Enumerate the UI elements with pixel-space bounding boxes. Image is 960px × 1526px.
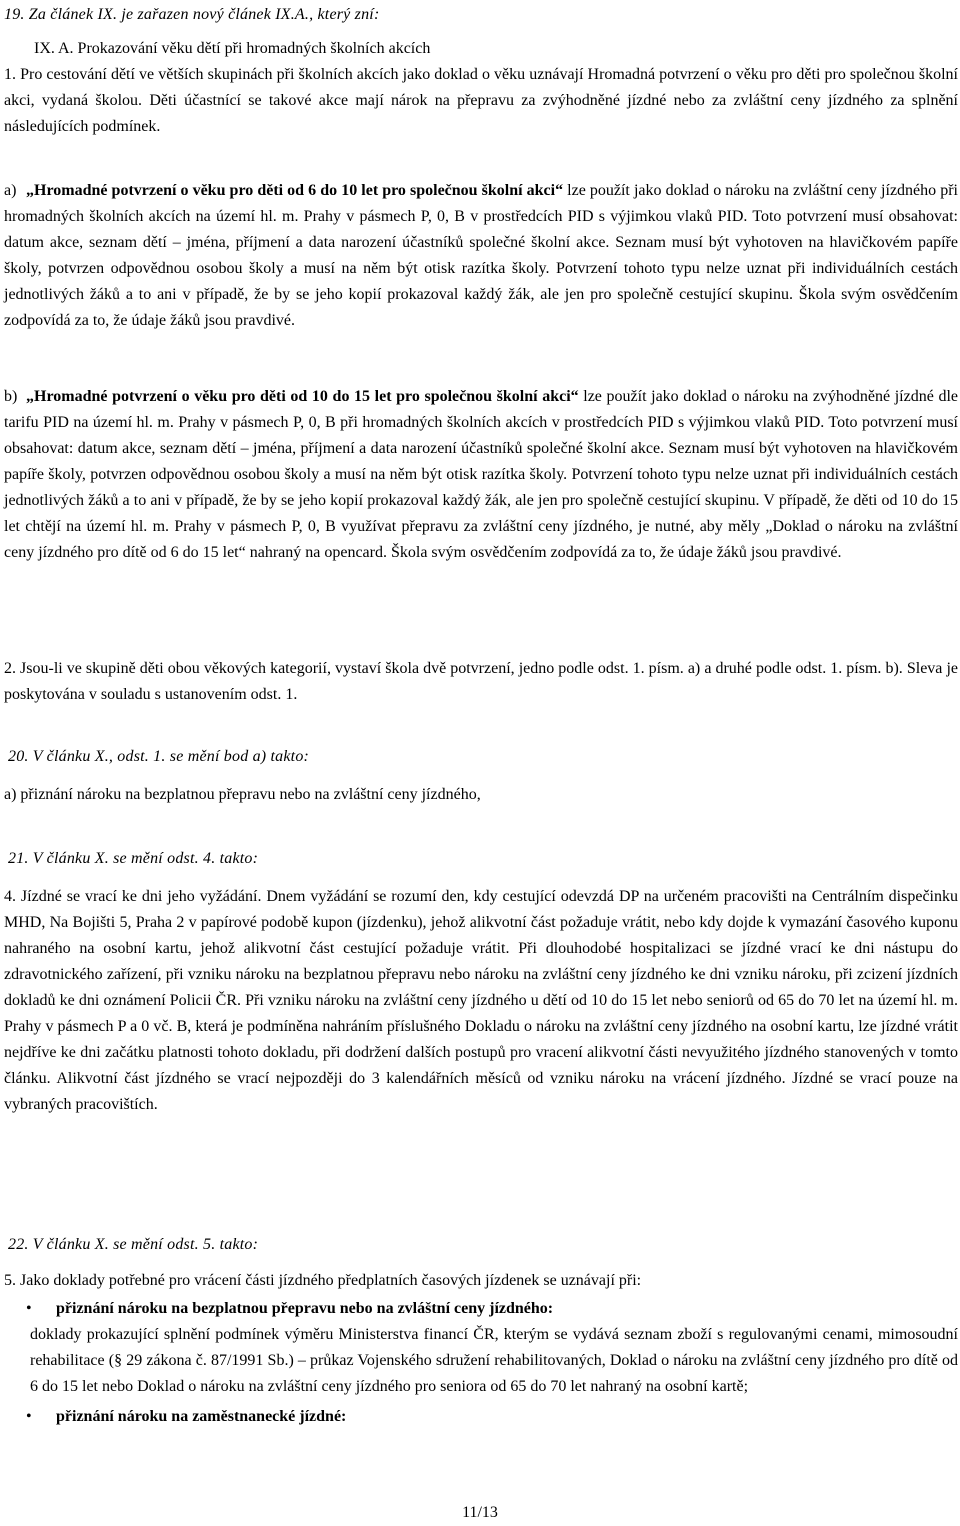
item-b-text: lze použít jako doklad o nároku na zvýhodněné jízdné dle tarifu PID na území hl. m. Prahy v pásmech P, 0, B při hromadných školních akcích v prostředcích PID s výjimkou vlaků PID. Toto potvrzení musí obsahovat: datum akce, seznam dětí – jména, příjmení a data narození účastníků společné školní akce. Seznam musí být vyhotoven na hlavičkovém papíře školy, potvrzen odpovědnou osobou školy a musí na něm být otisk razítka školy. Potvrzení tohoto typu nelze uznat při individuálních cestách jednotlivých žáků a to ani v případě, že by se jeho kopií prokazoval každý žák, ale jen pro společně cestující skupinu. V případě, že děti od 10 do 15 let chtějí na území hl. m. Prahy v pásmech P, 0, B využívat přepravu za zvláštní ceny jízdného, je nutné, aby měly „Doklad o nároku na zvláštní ceny jízdného pro dítě od 6 do 15 let“ nahraný na opencard. Škola svým osvědčením zodpovídá za to, že údaje žáků jsou pravdivé.: [4, 388, 958, 561]
article-title: IX. A. Prokazování věku dětí při hromadných školních akcích: [34, 40, 431, 57]
paragraph-1: 1. Pro cestování dětí ve větších skupinách při školních akcích jako doklad o věku uznávají Hromadná potvrzení o věku pro děti pro společnou školní akci, vydaná školou. Děti účastnící se takové akce mají nárok na přepravu za zvýhodněné jízdné nebo za zvláštní ceny jízdného za splnění následujících podmínek.: [4, 66, 958, 135]
list-item: [4, 1404, 958, 1430]
item-a-bold: „Hromadné potvrzení o věku pro děti od 6 do 10 let pro společnou školní akci“: [26, 182, 564, 199]
item-a: [4, 178, 958, 334]
list-item-label: přiznání nároku na zaměstnanecké jízdné:: [56, 1408, 347, 1425]
page-number: 11/13: [462, 1504, 498, 1521]
bullet-icon: •: [26, 1408, 32, 1425]
item-a-text: lze použít jako doklad o nároku na zvláštní ceny jízdného při hromadných školních akcích na území hl. m. Prahy v pásmech P, 0, B v prostředcích PID s výjimkou vlaků PID. Toto potvrzení musí obsahovat: datum akce, seznam dětí – jména, příjmení a data narození účastníků společné školní akce. Seznam musí být vyhotoven na hlavičkovém papíře školy, potvrzen odpovědnou osobou školy a musí na něm být otisk razítka školy. Potvrzení tohoto typu nelze uznat při individuálních cestách jednotlivých žáků a to ani v případě, že by se jeho kopií prokazoval každý žák, ale jen pro společně cestující skupinu. Škola svým osvědčením zodpovídá za to, že údaje žáků jsou pravdivé.: [4, 182, 958, 329]
bullet-list: [4, 1296, 958, 1430]
item-b-paragraph: [4, 384, 958, 566]
item-b-label: b): [4, 388, 18, 405]
bullet-icon: •: [26, 1300, 32, 1317]
list-item-text: doklady prokazující splnění podmínek výměru Ministerstva financí ČR, kterým se vydává seznam zboží s regulovanými cenami, mimosoudní rehabilitace (§ 29 zákona č. 87/1991 Sb.) – průkaz Vojenského sdružení rehabilitovaných, Doklad o nároku na zvláštní ceny jízdného pro dítě od 6 do 15 let nebo Doklad o nároku na zvláštní ceny jízdného pro seniora od 65 do 70 let nahraný na osobní kartě;: [30, 1326, 958, 1395]
section-20-text: a) přiznání nároku na bezplatnou přepravu nebo na zvláštní ceny jízdného,: [4, 786, 481, 803]
list-item-label: přiznání nároku na bezplatnou přepravu nebo na zvláštní ceny jízdného:: [56, 1300, 554, 1317]
item-a-label: a): [4, 182, 17, 199]
section-22-heading: 22. V článku X. se mění odst. 5. takto:: [8, 1236, 259, 1253]
section-20-heading: 20. V článku X., odst. 1. se mění bod a) takto:: [8, 748, 310, 765]
item-b: [4, 384, 958, 566]
section-19-heading: 19. Za článek IX. je zařazen nový článek IX.A., který zní:: [4, 6, 380, 23]
list-item: [4, 1296, 958, 1322]
item-b-bold: „Hromadné potvrzení o věku pro děti od 10 do 15 let pro společnou školní akci“: [26, 388, 579, 405]
paragraph-2: 2. Jsou-li ve skupině děti obou věkových kategorií, vystaví škola dvě potvrzení, jedno podle odst. 1. písm. a) a druhé podle odst. 1. písm. b). Sleva je poskytována v souladu s ustanovením odst. 1.: [4, 660, 958, 703]
section-21-heading: 21. V článku X. se mění odst. 4. takto:: [8, 850, 259, 867]
item-a-paragraph: [4, 178, 958, 334]
section-22-intro: 5. Jako doklady potřebné pro vrácení části jízdného předplatních časových jízdenek se uznávají při:: [4, 1272, 642, 1289]
section-21-text: 4. Jízdné se vrací ke dni jeho vyžádání. Dnem vyžádání se rozumí den, kdy cestující odevzdá DP na určeném pracovišti na Centrálním dispečinku MHD, Na Bojišti 5, Praha 2 v papírové podobě kupon (jízdenku), jehož alikvotní část požaduje vrátit, nebo kdy dojde k vymazání časového kuponu nahraného na osobní kartu, jehož alikvotní část cestující požaduje vrátit. Při dlouhodobé hospitalizaci se jízdné vrací ke dni nástupu do zdravotnického zařízení, při vzniku nároku na bezplatnou přepravu nebo nároku na zvláštní ceny jízdného ke dni vzniku nároku, při zcizení jízdních dokladů ke dni oznámení Policii ČR. Při vzniku nároku na zvláštní ceny jízdného u dětí od 10 do 15 let nebo seniorů od 65 do 70 let na území hl. m. Prahy v pásmech P a 0 vč. B, která je podmíněna nahráním příslušného Dokladu o nároku na zvláštní ceny jízdného na osobní kartu, lze jízdné vrátit nejdříve ke dni začátku platnosti tohoto dokladu, při dodržení dalších postupů pro vracení alikvotní části nevyužitého jízdného stanovených v tomto článku. Alikvotní část jízdného se vrací nejpozději do 3 kalendářních měsíců od vzniku nároku na vrácení jízdného. Jízdné se vrací pouze na vybraných pracovištích.: [4, 888, 958, 1113]
